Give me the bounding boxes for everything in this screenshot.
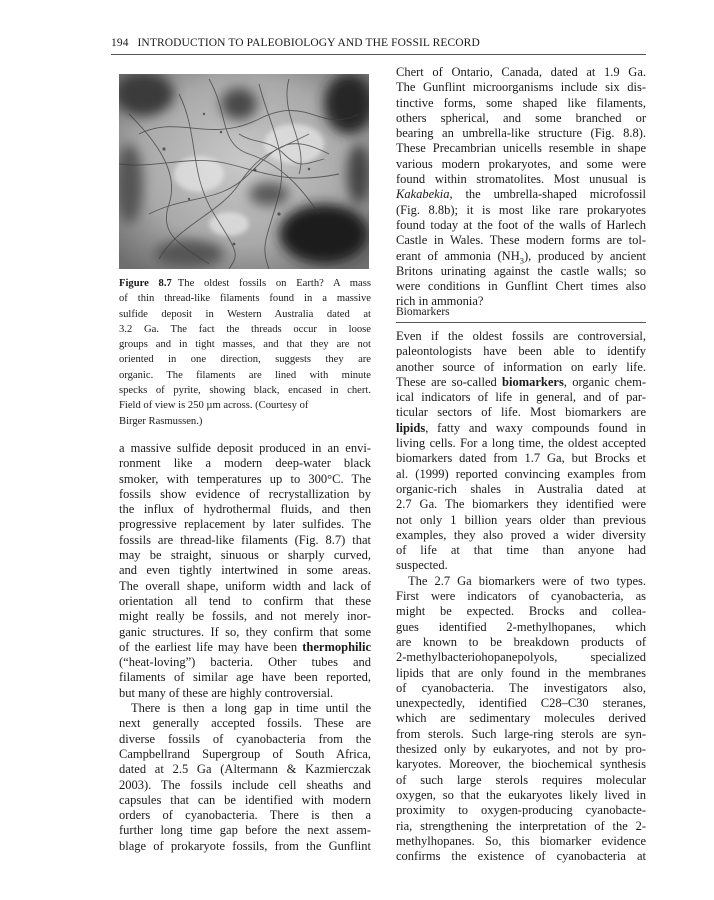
running-title: INTRODUCTION TO PALEOBIOLOGY AND THE FOSSIL RECORD <box>137 37 480 49</box>
term-lipids: lipids <box>396 420 426 435</box>
section-heading-biomarkers: Biomarkers <box>396 306 646 323</box>
right-column-top-text: Chert of Ontario, Canada, dated at 1.9 Ga. The Gunflint microorganisms include six dis- tinctive forms, some shaped like filaments, others spherical, and some branched or bearing an umbrella-like structure (Fig. 8.8). These Precambrian unicells resemble in shape various modern prokaryotes, and some were found within stromatolites. Most unusual is Kakabekia, the umbrella-shaped microfossil (Fig. 8.8b); it is most like rare prokaryotes found today at the foot of the walls of Harlech Castle in Wales. These modern forms are tol- erant of ammonia $(NH_3)$, produced by ancient Britons urinating against the castle walls; so were conditions in Gunflint Chert times also rich in ammonia? <box>396 65 646 309</box>
page-number: 194 <box>111 37 129 49</box>
right-column-bottom-text: Even if the oldest fossils are controversial, paleontologists have been able to identify another source of information on early life. These are so-called biomarkers, organic chem- ical indicators of life in general, and of par- ticular sectors of life. Most biomarkers are lipids, fatty and waxy compounds found in living cells. For a long time, the oldest accepted biomarkers dated from 1.7 Ga, but Brocks et al. (1999) reported convincing examples from organic-rich shales in Australia dated at 2.7 Ga. The biomarkers they identified were not only 1 billion years older than previous examples, they also proved a wider diversity of life at that time than anyone had suspected. The 2.7 Ga biomarkers were of two types. First were indicators of cyanobacteria, as might be expected. Brocks and collea- gues identified 2-methylhopanes, which are known to be breakdown products of 2-methylbacteriohopanepolyols, specialized lipids that are only found in the membranes of cyanobacteria. The investigators also, unexpectedly, identified C28–C30 steranes, which are sedimentary molecules derived from sterols. Such large-ring sterols are syn- thesized only by eukaryotes, and not by pro- karyotes. Moreover, the biochemical synthesis of such large sterols requires molecular oxygen, so that the eukaryotes likely lived in proximity to oxygen-producing cyanobacte- ria, strengthening the interpretation of the 2- methylhopanes. So, this biomarker evidence confirms the existence of cyanobacteria at <box>396 329 646 864</box>
term-biomarkers: biomarkers <box>502 374 564 389</box>
figure-8-7-micrograph <box>119 74 369 269</box>
figure-label: Figure 8.7 <box>119 278 172 289</box>
figure-caption: Figure 8.7 The oldest fossils on Earth? A mass of thin thread-like filaments found in a massive sulfide deposit in Western Australia dated at 3.2 Ga. The fact the threads occur in loose groups and in tight masses, and that they are not oriented in one direction, suggests they are organic. The filaments are lined with minute specks of pyrite, showing black, encased in chert. Field of view is 250 µm across. (Courtesy of Birger Rasmussen.) <box>119 278 371 427</box>
running-header <box>111 37 646 55</box>
term-thermophilic: thermophilic <box>302 639 371 654</box>
left-column-text: a massive sulfide deposit produced in an envi- ronment like a modern deep-water black smoker, with temperatures up to 300°C. The fossils show evidence of recrystallization by the influx of hydrothermal fluids, and then progressive replacement by later sulfides. The fossils are thread-like filaments (Fig. 8.7) that may be straight, sinuous or sharply curved, and even tightly intertwined in some areas. The overall shape, uniform width and lack of orientation all tend to confirm that these might really be fossils, and not merely inor- ganic structures. If so, they confirm that some of the earliest life may have been thermophilic (“heat-loving”) bacteria. Other tubes and filaments of similar age have been reported, but many of these are highly controversial. There is then a long gap in time until the next generally accepted fossils. These are diverse fossils of cyanobacteria from the Campbellrand Supergroup of South Africa, dated at 2.5 Ga (Altermann & Kazmierczak 2003). The fossils include cell sheaths and capsules that can be identified with modern orders of cyanobacteria. There is then a further long time gap before the next assem- blage of prokaryote fossils, from the Gunflint <box>119 441 371 853</box>
term-kakabekia: Kakabekia <box>396 187 450 202</box>
